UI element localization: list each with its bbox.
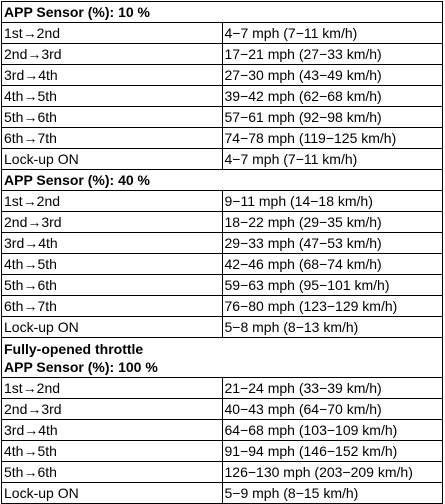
section-header xyxy=(2,338,443,378)
table-row xyxy=(2,441,443,462)
speed-cell: 4−7 mph (7−11 km/h) xyxy=(222,23,443,44)
speed-cell: 39−42 mph (62−68 km/h) xyxy=(222,86,443,107)
shift-cell: 1st→2nd xyxy=(2,191,223,212)
speed-cell: 64−68 mph (103−109 km/h) xyxy=(222,420,443,441)
shift-cell: 3rd→4th xyxy=(2,420,223,441)
section-header xyxy=(2,170,443,191)
table-row xyxy=(2,275,443,296)
shift-cell: Lock-up ON xyxy=(2,483,223,504)
shift-cell: 5th→6th xyxy=(2,107,223,128)
table-row xyxy=(2,212,443,233)
section-header-row xyxy=(2,170,443,191)
speed-cell: 5−9 mph (8−15 km/h) xyxy=(222,483,443,504)
table-row xyxy=(2,254,443,275)
section-header-line: APP Sensor (%): 40 % xyxy=(4,172,151,188)
shift-cell: 2nd→3rd xyxy=(2,399,223,420)
section-header-line: Fully-opened throttle xyxy=(4,340,144,357)
table-row xyxy=(2,483,443,504)
shift-cell: 6th→7th xyxy=(2,128,223,149)
speed-cell: 59−63 mph (95−101 km/h) xyxy=(222,275,443,296)
speed-cell: 42−46 mph (68−74 km/h) xyxy=(222,254,443,275)
section-header-line: APP Sensor (%): 100 % xyxy=(4,358,158,375)
speed-cell: 27−30 mph (43−49 km/h) xyxy=(222,65,443,86)
table-row xyxy=(2,149,443,170)
table-row xyxy=(2,317,443,338)
shift-speed-table-container xyxy=(1,1,443,504)
table-row xyxy=(2,23,443,44)
section-header-row xyxy=(2,338,443,378)
speed-cell: 21−24 mph (33−39 km/h) xyxy=(222,378,443,399)
table-row xyxy=(2,191,443,212)
shift-cell: Lock-up ON xyxy=(2,317,223,338)
shift-cell: 5th→6th xyxy=(2,462,223,483)
table-row xyxy=(2,107,443,128)
shift-cell: 1st→2nd xyxy=(2,378,223,399)
shift-speed-table xyxy=(1,1,443,504)
shift-cell: 4th→5th xyxy=(2,86,223,107)
shift-cell: 2nd→3rd xyxy=(2,44,223,65)
table-body xyxy=(2,2,443,504)
shift-cell: 5th→6th xyxy=(2,275,223,296)
table-row xyxy=(2,233,443,254)
shift-cell: 3rd→4th xyxy=(2,65,223,86)
speed-cell: 74−78 mph (119−125 km/h) xyxy=(222,128,443,149)
table-row xyxy=(2,128,443,149)
shift-cell: 3rd→4th xyxy=(2,233,223,254)
shift-cell: 6th→7th xyxy=(2,296,223,317)
speed-cell: 18−22 mph (29−35 km/h) xyxy=(222,212,443,233)
shift-cell: 1st→2nd xyxy=(2,23,223,44)
shift-cell: Lock-up ON xyxy=(2,149,223,170)
speed-cell: 4−7 mph (7−11 km/h) xyxy=(222,149,443,170)
table-row xyxy=(2,65,443,86)
speed-cell: 91−94 mph (146−152 km/h) xyxy=(222,441,443,462)
shift-cell: 4th→5th xyxy=(2,441,223,462)
table-row xyxy=(2,420,443,441)
section-header xyxy=(2,2,443,23)
table-row xyxy=(2,378,443,399)
table-row xyxy=(2,462,443,483)
speed-cell: 29−33 mph (47−53 km/h) xyxy=(222,233,443,254)
speed-cell: 9−11 mph (14−18 km/h) xyxy=(222,191,443,212)
speed-cell: 40−43 mph (64−70 km/h) xyxy=(222,399,443,420)
section-header-line: APP Sensor (%): 10 % xyxy=(4,4,151,20)
shift-cell: 2nd→3rd xyxy=(2,212,223,233)
table-row xyxy=(2,399,443,420)
table-row xyxy=(2,296,443,317)
table-row xyxy=(2,86,443,107)
speed-cell: 17−21 mph (27−33 km/h) xyxy=(222,44,443,65)
speed-cell: 126−130 mph (203−209 km/h) xyxy=(222,462,443,483)
section-header-row xyxy=(2,2,443,23)
table-row xyxy=(2,44,443,65)
shift-cell: 4th→5th xyxy=(2,254,223,275)
speed-cell: 76−80 mph (123−129 km/h) xyxy=(222,296,443,317)
speed-cell: 57−61 mph (92−98 km/h) xyxy=(222,107,443,128)
speed-cell: 5−8 mph (8−13 km/h) xyxy=(222,317,443,338)
